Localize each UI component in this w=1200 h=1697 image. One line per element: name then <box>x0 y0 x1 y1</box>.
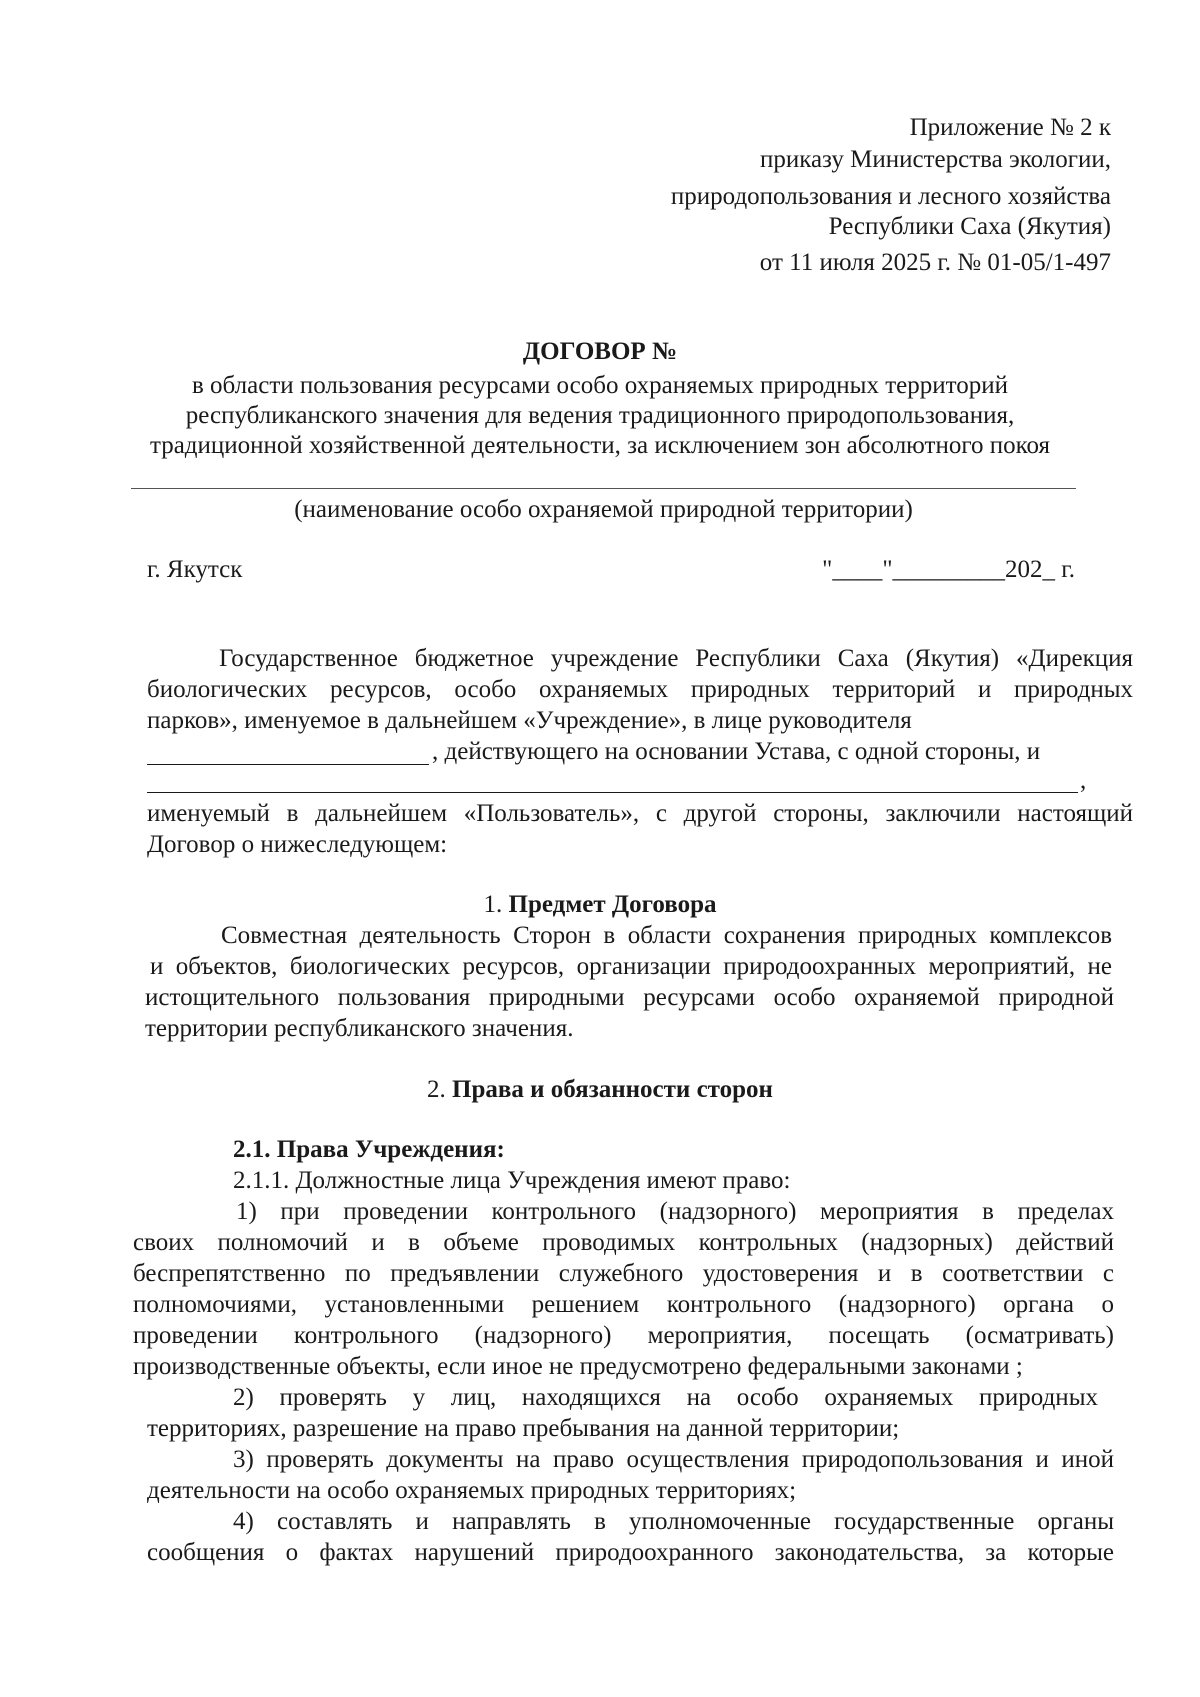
contract-subtitle-2: республиканского значения для ведения традиционного природопользования, <box>185 402 1015 429</box>
item-4-line-2: сообщения о фактах нарушений природоохранного законодательства, за которые <box>147 1539 1114 1566</box>
section-1-number: 1. <box>483 891 509 918</box>
territory-name-caption: (наименование особо охраняемой природной территории) <box>294 496 913 523</box>
director-name-blank <box>147 764 429 765</box>
clause-2-1-1: 2.1.1. Должностные лица Учреждения имеют право: <box>233 1167 791 1194</box>
user-name-blank <box>147 792 1078 793</box>
item-1-line-4: полномочиями, установленными решением контрольного (надзорного) органа о <box>133 1291 1114 1318</box>
appendix-line-4: Республики Саха (Якутия) <box>828 213 1111 240</box>
contract-title: ДОГОВОР № <box>522 338 678 365</box>
item-1-line-3: беспрепятственно по предъявлении служебного удостоверения и в соответствии с <box>133 1260 1114 1287</box>
section-1-heading <box>0 891 1200 919</box>
preamble-comma: , <box>1080 767 1087 794</box>
contract-subtitle-3: традиционной хозяйственной деятельности, за исключением зон абсолютного покоя <box>149 432 1050 459</box>
city-label: г. Якутск <box>147 556 243 583</box>
item-1-line-6: производственные объекты, если иное не предусмотрено федеральными законами ; <box>133 1353 1023 1380</box>
item-3-line-2: деятельности на особо охраняемых природных территориях; <box>147 1477 797 1504</box>
section-1-line-2: и объектов, биологических ресурсов, организации природоохранных мероприятий, не <box>150 953 1112 980</box>
section-2-number: 2. <box>427 1076 453 1103</box>
appendix-line-3: природопользования и лесного хозяйства <box>670 183 1111 210</box>
appendix-line-1: Приложение № 2 к <box>909 114 1111 141</box>
section-1-line-3: истощительного пользования природными ресурсами особо охраняемой природной <box>145 984 1114 1011</box>
section-2-heading <box>0 1076 1200 1104</box>
item-4-line-1: 4) составлять и направлять в уполномоченные государственные органы <box>233 1508 1114 1535</box>
date-placeholder: "____"_________202_ г. <box>822 556 1075 583</box>
item-1-line-1: 1) при проведении контрольного (надзорного) мероприятия в пределах <box>236 1198 1114 1225</box>
item-2-line-2: территориях, разрешение на право пребывания на данной территории; <box>147 1415 900 1442</box>
item-3-line-1: 3) проверять документы на право осуществления природопользования и иной <box>233 1446 1114 1473</box>
appendix-line-5: от 11 июля 2025 г. № 01-05/1-497 <box>759 249 1111 276</box>
preamble-line-4: , действующего на основании Устава, с одной стороны, и <box>432 738 1041 765</box>
preamble-line-2: биологических ресурсов, особо охраняемых природных территорий и природных <box>147 676 1133 703</box>
preamble-line-6: Договор о нижеследующем: <box>147 831 448 858</box>
item-2-line-1: 2) проверять у лиц, находящихся на особо охраняемых природных <box>233 1384 1098 1411</box>
section-2-title: Права и обязанности сторон <box>452 1076 773 1103</box>
section-1-title: Предмет Договора <box>508 891 717 918</box>
section-1-line-4: территории республиканского значения. <box>145 1015 574 1042</box>
contract-subtitle-1: в области пользования ресурсами особо охраняемых природных территорий <box>192 372 1008 399</box>
section-1-line-1: Совместная деятельность Сторон в области сохранения природных комплексов <box>221 922 1112 949</box>
preamble-line-5: именуемый в дальнейшем «Пользователь», с другой стороны, заключили настоящий <box>147 800 1133 827</box>
item-1-line-2: своих полномочий и в объеме проводимых контрольных (надзорных) действий <box>133 1229 1114 1256</box>
subsection-2-1-heading: 2.1. Права Учреждения: <box>233 1136 505 1163</box>
territory-name-line <box>131 488 1076 489</box>
appendix-line-2: приказу Министерства экологии, <box>759 146 1111 173</box>
preamble-line-3: парков», именуемое в дальнейшем «Учреждение», в лице руководителя <box>147 707 912 734</box>
preamble-line-1: Государственное бюджетное учреждение Республики Саха (Якутия) «Дирекция <box>219 645 1133 672</box>
item-1-line-5: проведении контрольного (надзорного) мероприятия, посещать (осматривать) <box>133 1322 1114 1349</box>
